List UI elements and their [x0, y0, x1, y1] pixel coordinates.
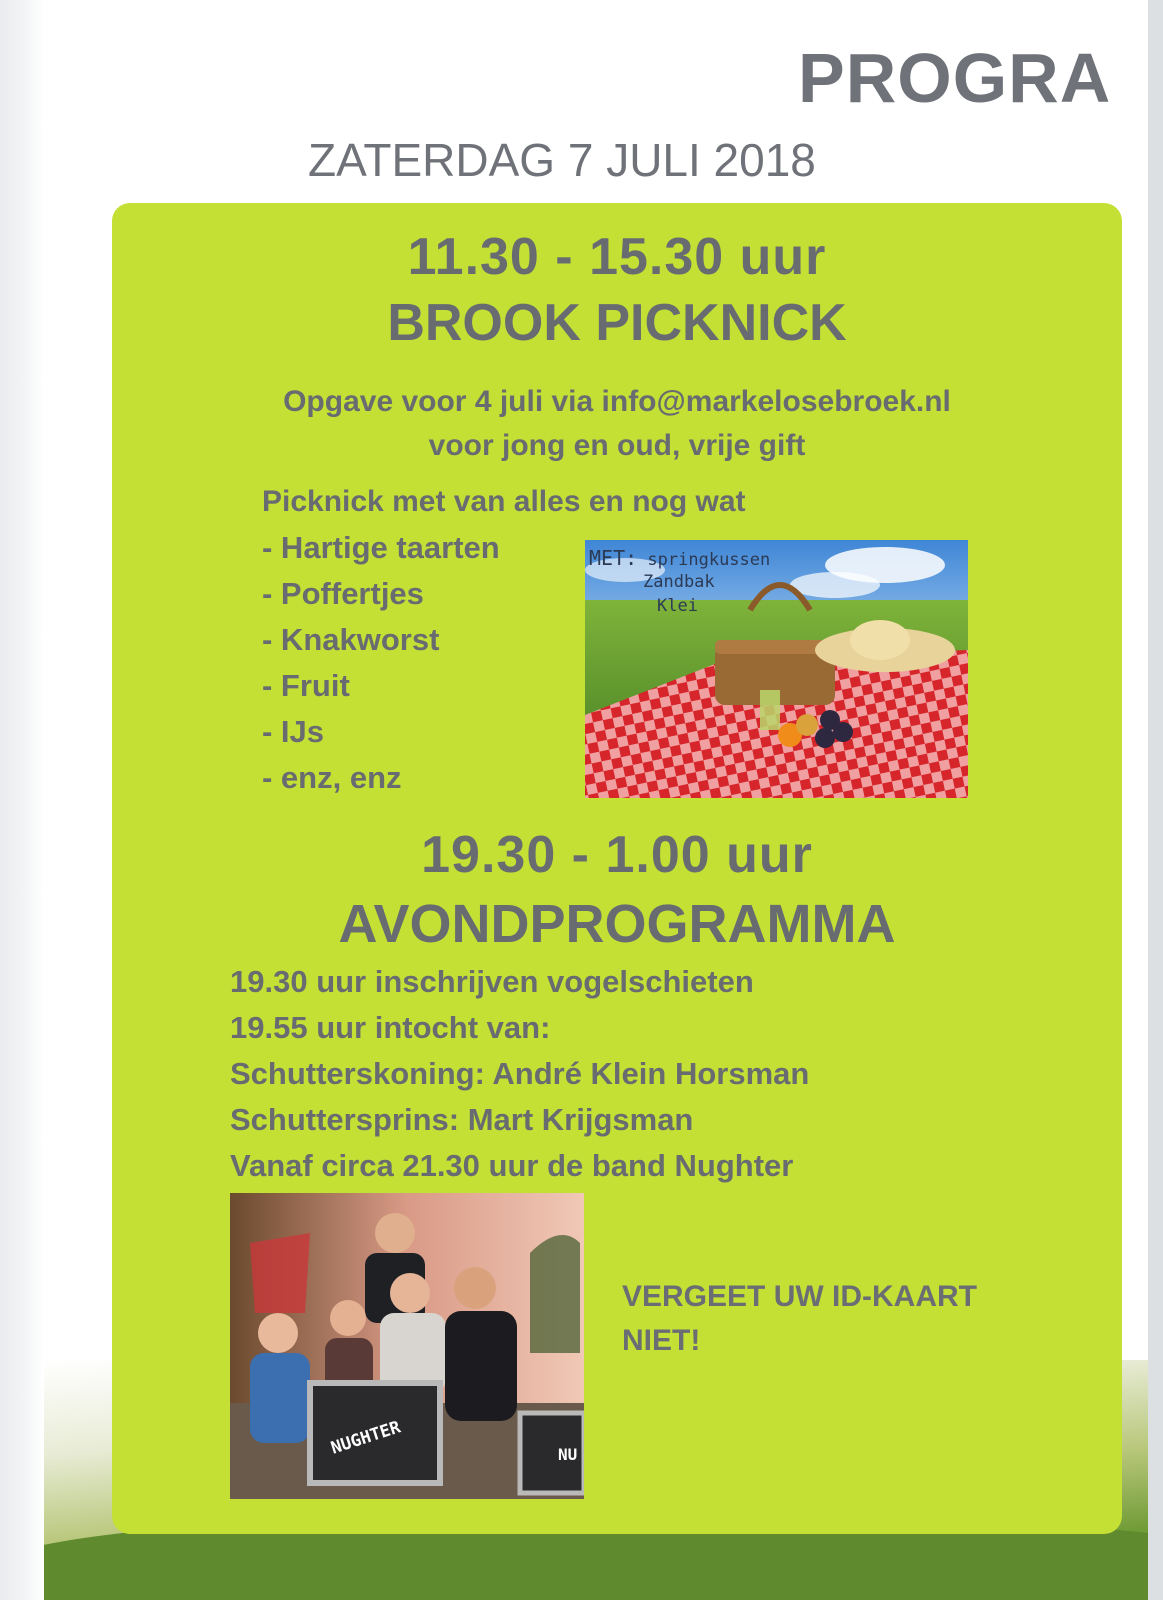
- glass: [760, 690, 780, 730]
- list-item: - IJs: [262, 714, 325, 749]
- reminder-line: VERGEET UW ID-KAART: [622, 1280, 977, 1313]
- list-item: - Knakworst: [262, 622, 440, 657]
- program-panel: [112, 203, 1122, 1534]
- caption-klei: Klei: [657, 596, 698, 616]
- list-item: - Fruit: [262, 668, 350, 703]
- list-item: - Hartige taarten: [262, 530, 500, 565]
- list-item: - Poffertjes: [262, 576, 424, 611]
- caption-zandbak: Zandbak: [643, 572, 715, 592]
- picnic-time: 11.30 - 15.30 uur: [407, 228, 827, 286]
- page-title: PROGRA: [798, 39, 1112, 117]
- band-member-head: [258, 1313, 298, 1353]
- food-list: [262, 525, 500, 801]
- reminder-line: NIET!: [622, 1324, 701, 1357]
- evening-schedule: [230, 959, 809, 1189]
- picnic-photo: [585, 540, 968, 798]
- case-label: NUGHTER: [328, 1417, 403, 1459]
- picnic-audience: voor jong en oud, vrije gift: [428, 429, 806, 462]
- band-photo: [230, 1193, 584, 1499]
- caption-met: MET: springkussen: [589, 546, 771, 570]
- band-member-head: [390, 1273, 430, 1313]
- list-item: - enz, enz: [262, 760, 402, 795]
- page-left-shadow: [0, 0, 44, 1600]
- evening-time: 19.30 - 1.00 uur: [421, 826, 813, 884]
- list-item: Schuttersprins: Mart Krijgsman: [230, 1102, 694, 1137]
- list-item: Vanaf circa 21.30 uur de band Nughter: [230, 1148, 794, 1183]
- case-label-2: NU: [558, 1445, 578, 1464]
- picnic-intro: Picknick met van alles en nog wat: [262, 485, 746, 518]
- band-member-head: [330, 1300, 366, 1336]
- band-scene: [230, 1193, 584, 1499]
- band-member-head: [454, 1267, 496, 1309]
- event-date: ZATERDAG 7 JULI 2018: [308, 134, 816, 186]
- list-item: 19.30 uur inschrijven vogelschieten: [230, 964, 754, 999]
- list-item: Schutterskoning: André Klein Horsman: [230, 1056, 810, 1091]
- band-member-head: [375, 1213, 415, 1253]
- picnic-title: BROOK PICKNICK: [387, 294, 847, 352]
- picnic-signup: Opgave voor 4 juli via info@markelosebroek.nl: [283, 385, 951, 418]
- page-right-edge: [1148, 0, 1163, 1600]
- list-item: 19.55 uur intocht van:: [230, 1010, 551, 1045]
- evening-title: AVONDPROGRAMMA: [338, 894, 896, 954]
- id-reminder: [622, 1275, 977, 1363]
